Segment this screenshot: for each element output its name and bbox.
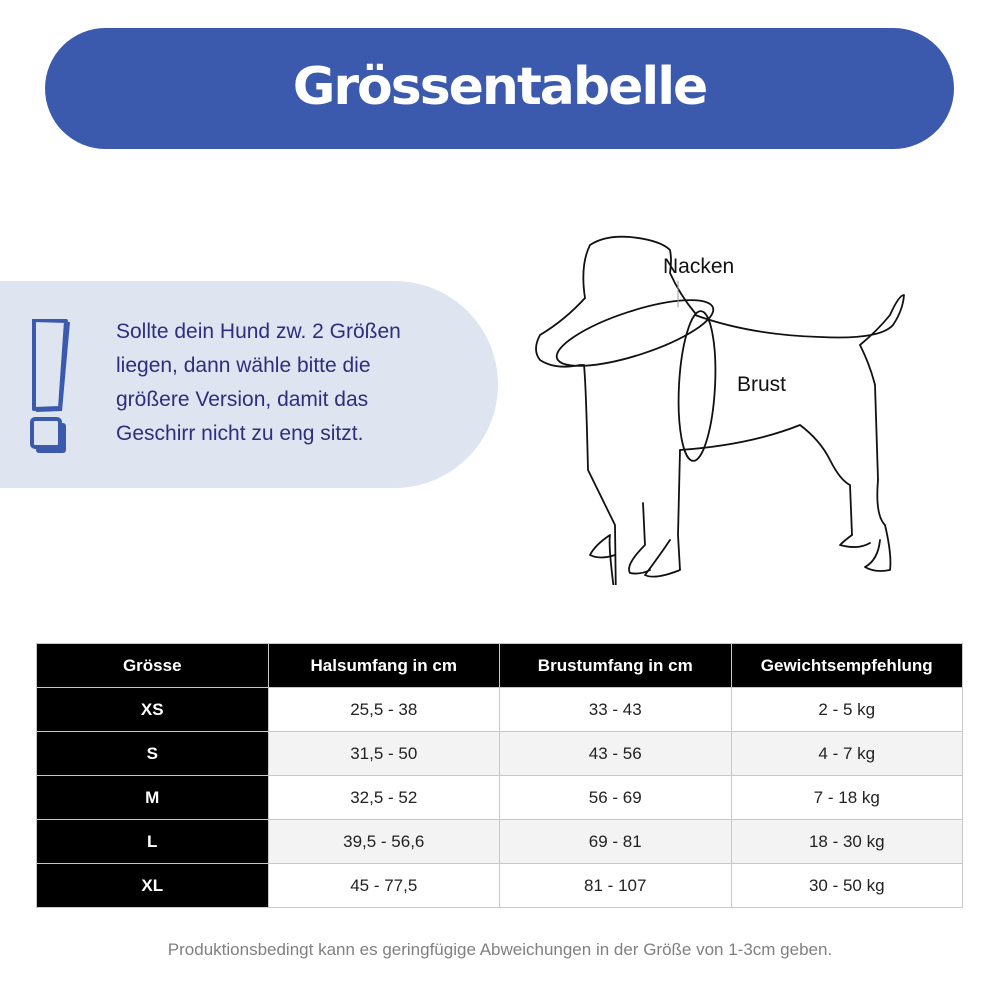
column-header-weight: Gewichtsempfehlung (731, 644, 963, 688)
neck-label: Nacken (663, 255, 735, 278)
size-cell: L (37, 820, 269, 864)
size-cell: M (37, 776, 269, 820)
size-cell: XS (37, 688, 269, 732)
neck-cell: 25,5 - 38 (268, 688, 500, 732)
title-banner (45, 28, 954, 149)
callout-text (116, 315, 476, 451)
weight-cell: 30 - 50 kg (731, 864, 963, 908)
table-row (37, 776, 963, 820)
neck-cell: 45 - 77,5 (268, 864, 500, 908)
table-row (37, 820, 963, 864)
size-table (36, 643, 963, 908)
size-cell: S (37, 732, 269, 776)
size-hint-callout (0, 281, 498, 488)
weight-cell: 18 - 30 kg (731, 820, 963, 864)
weight-cell: 4 - 7 kg (731, 732, 963, 776)
chest-cell: 43 - 56 (500, 732, 732, 776)
column-header-size: Grösse (37, 644, 269, 688)
table-row (37, 688, 963, 732)
chest-label: Brust (737, 373, 787, 396)
callout-line: Sollte dein Hund zw. 2 Größen (116, 320, 401, 343)
weight-cell: 2 - 5 kg (731, 688, 963, 732)
callout-line: liegen, dann wähle bitte die (116, 354, 371, 377)
page-title: Grössentabelle (292, 56, 707, 117)
table-row (37, 732, 963, 776)
chest-cell: 69 - 81 (500, 820, 732, 864)
chest-cell: 81 - 107 (500, 864, 732, 908)
column-header-neck: Halsumfang in cm (268, 644, 500, 688)
neck-cell: 32,5 - 52 (268, 776, 500, 820)
weight-cell: 7 - 18 kg (731, 776, 963, 820)
chest-cell: 56 - 69 (500, 776, 732, 820)
chest-cell: 33 - 43 (500, 688, 732, 732)
table-header-row (37, 644, 963, 688)
table-row (37, 864, 963, 908)
exclamation-icon (26, 319, 78, 455)
size-cell: XL (37, 864, 269, 908)
neck-cell: 31,5 - 50 (268, 732, 500, 776)
column-header-chest: Brustumfang in cm (500, 644, 732, 688)
callout-line: größere Version, damit das (116, 388, 369, 411)
footnote: Produktionsbedingt kann es geringfügige Abweichungen in der Größe von 1-3cm geben. (167, 940, 833, 959)
neck-cell: 39,5 - 56,6 (268, 820, 500, 864)
callout-line: Geschirr nicht zu eng sitzt. (116, 422, 364, 445)
dog-outline-diagram (520, 225, 920, 585)
